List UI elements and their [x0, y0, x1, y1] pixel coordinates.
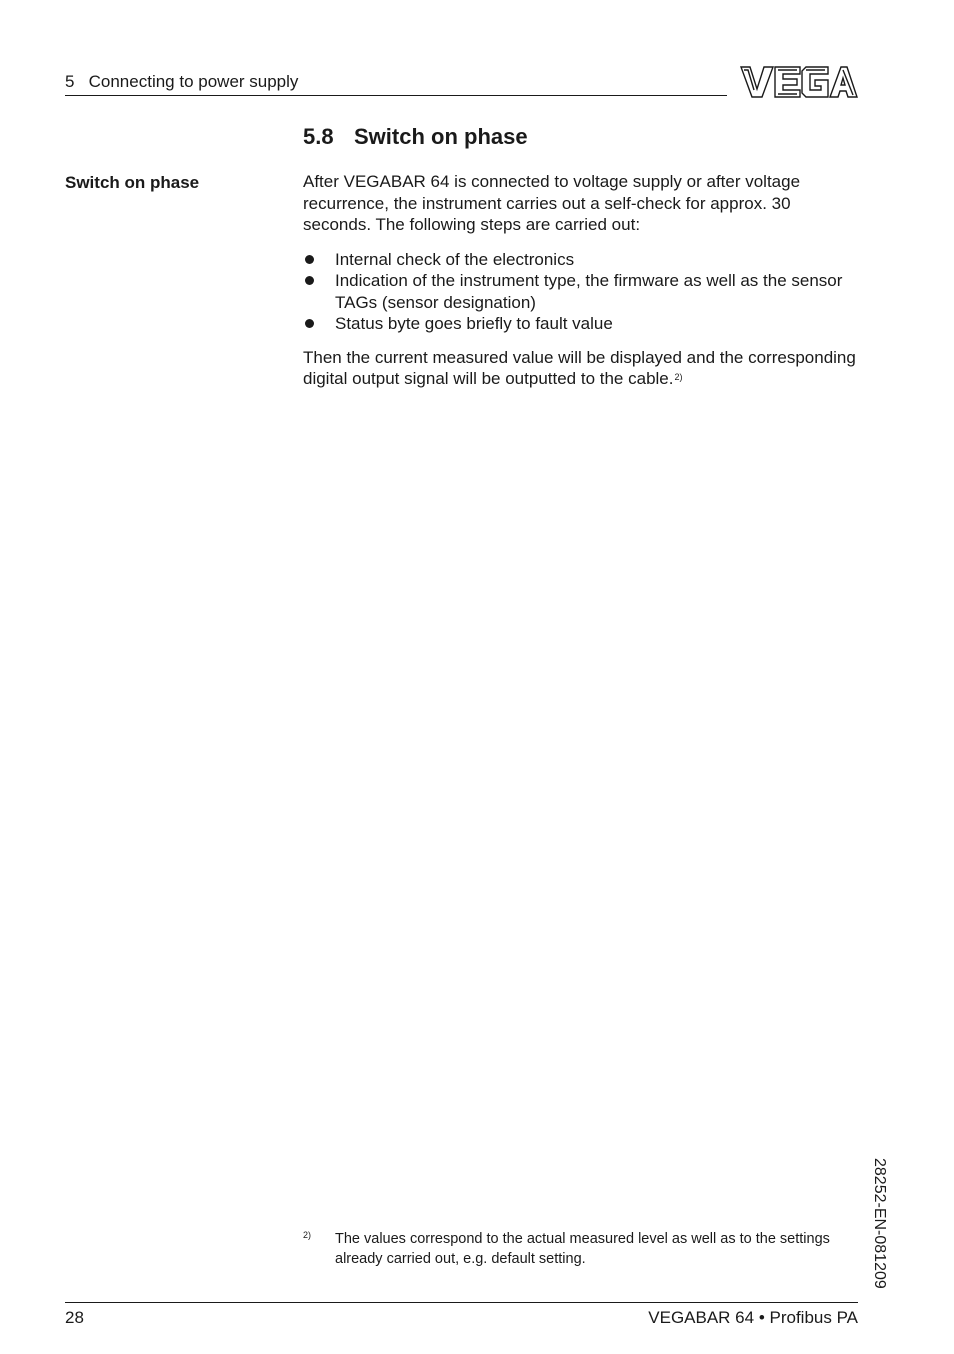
bullet-icon [305, 255, 314, 264]
footnote [303, 1229, 855, 1269]
footnote-mark: 2) [303, 1230, 312, 1240]
section-title: Switch on phase [354, 124, 528, 149]
list-item: Indication of the instrument type, the firmware as well as the sensor TAGs (sensor designation) [303, 270, 859, 313]
step-list [303, 249, 859, 335]
intro-paragraph: After VEGABAR 64 is connected to voltage supply or after voltage recurrence, the instrument carries out a self-check for approx. 30 seconds. The following steps are carried out: [303, 172, 801, 234]
section-heading [303, 123, 528, 151]
vega-logo [740, 65, 858, 99]
list-item: Status byte goes briefly to fault value [303, 313, 859, 335]
footnote-reference[interactable]: 2) [674, 372, 683, 382]
bullet-icon [305, 276, 314, 285]
page-number: 28 [65, 1308, 84, 1327]
margin-label: Switch on phase [65, 173, 200, 192]
footnote-text: The values correspond to the actual measured level as well as to the settings already carried out, e.g. default setting. [335, 1231, 830, 1267]
body-text [303, 171, 859, 390]
bullet-icon [305, 319, 314, 328]
header-divider [65, 95, 727, 96]
list-item: Internal check of the electronics [303, 249, 859, 271]
document-code: 28252-EN-081209 [871, 1158, 888, 1289]
footer-title: VEGABAR 64 • Profibus PA [648, 1308, 858, 1327]
running-header: 5 Connecting to power supply [65, 72, 299, 91]
footer-divider [65, 1302, 858, 1303]
closing-paragraph: Then the current measured value will be displayed and the corresponding digital output signal will be outputted to the cable.$^{2)}$ [303, 347, 856, 388]
section-number: 5.8 [303, 124, 334, 149]
